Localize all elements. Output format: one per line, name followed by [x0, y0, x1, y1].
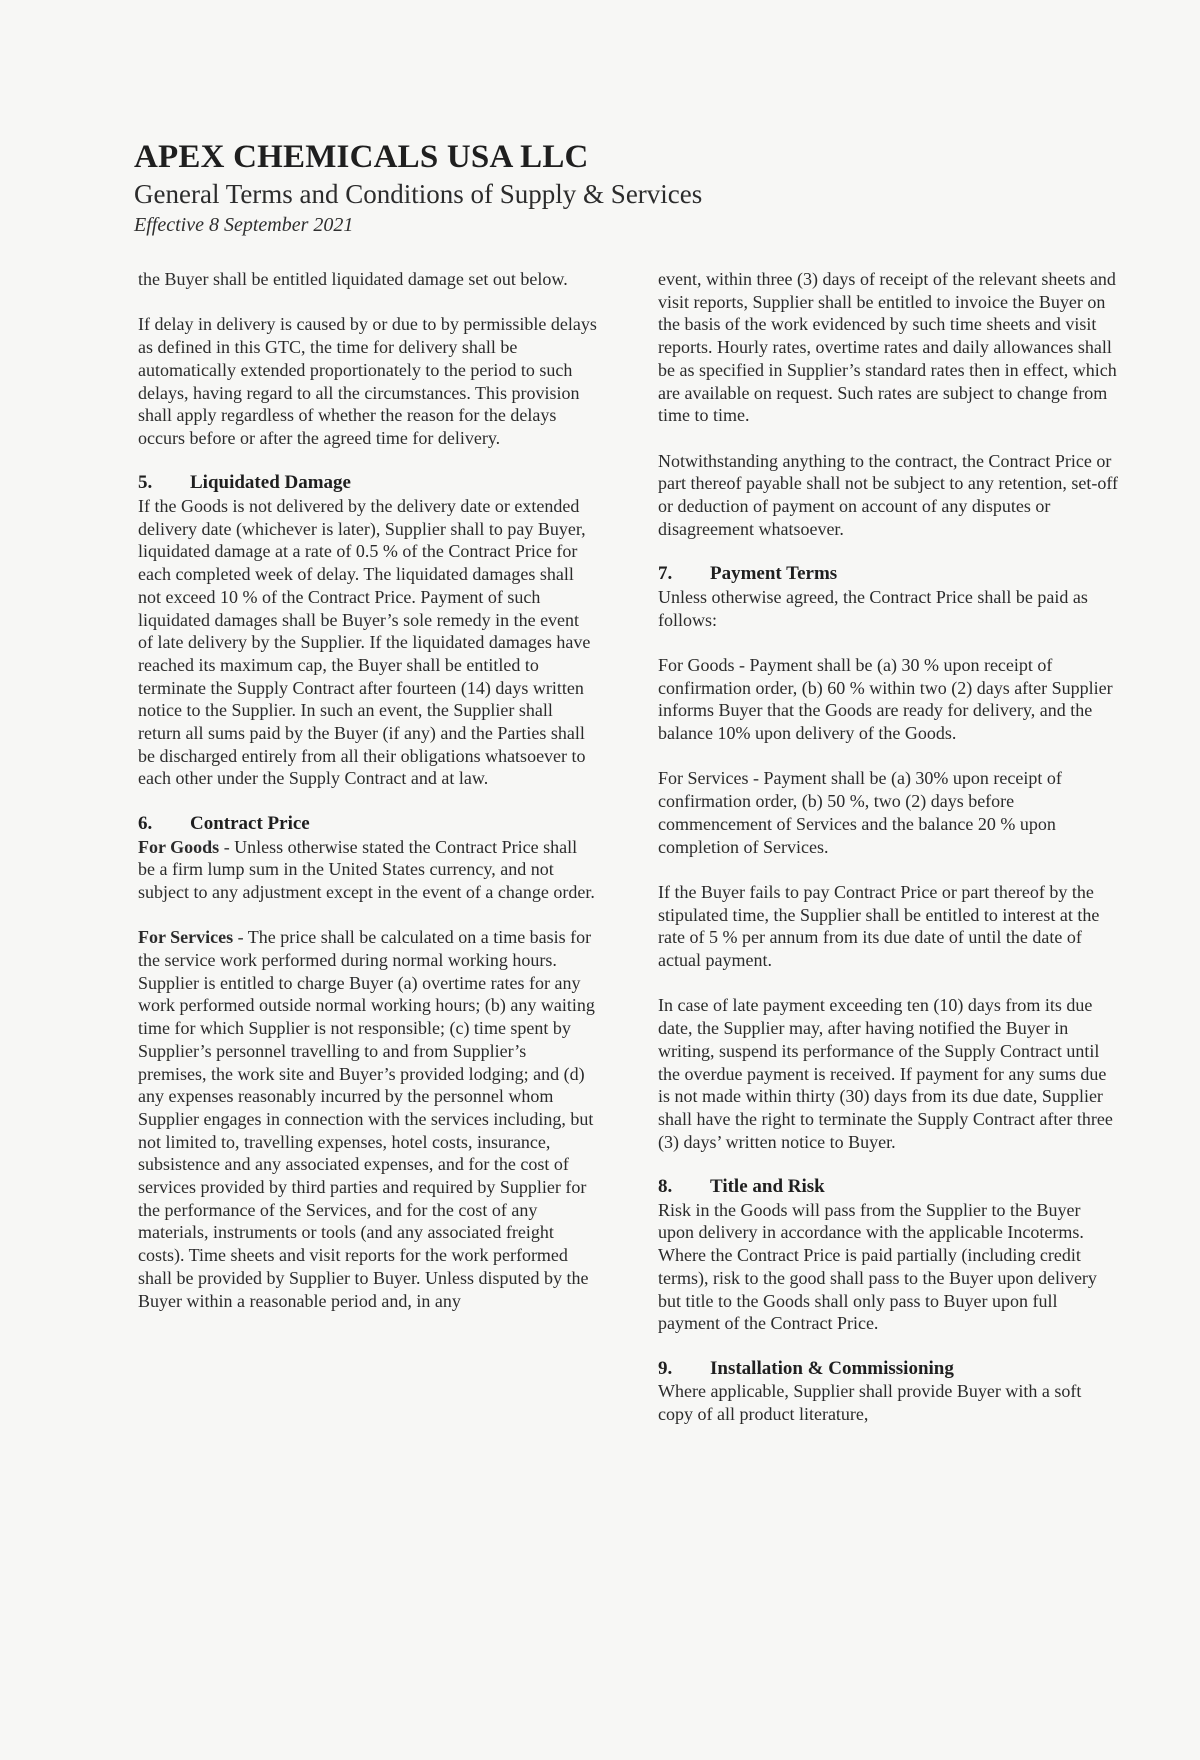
paragraph-for-goods	[138, 836, 598, 904]
section-title: Contract Price	[190, 812, 310, 834]
section-title: Title and Risk	[710, 1176, 825, 1198]
section-title: Payment Terms	[710, 563, 838, 585]
section-number: 8.	[658, 1176, 673, 1198]
document-header	[134, 138, 702, 238]
section-heading-installation	[658, 1358, 1118, 1381]
paragraph: In case of late payment exceeding ten (10) days from its due date, the Supplier may, after having notified the Buyer in writing, suspend its performance of the Supply Contract until the overdue payment is received. If payment for any sums due is not made within thirty (30) days from its due date, Supplier shall have the right to terminate the Supply Contract after three (3) days’ written notice to Buyer.	[658, 995, 1113, 1152]
document-title: General Terms and Conditions of Supply & Services	[134, 179, 703, 209]
paragraph: If delay in delivery is caused by or due to by permissible delays as defined in this GTC, the time for delivery shall be automatically extended proportionately to the period to such delays, having regard to all the circumstances. This provision shall apply regardless of whether the reason for the delays occurs before or after the agreed time for delivery.	[138, 314, 597, 448]
section-heading-payment-terms	[658, 563, 1118, 586]
section-number: 9.	[658, 1357, 673, 1379]
section-number: 5.	[138, 472, 153, 494]
lead-label: For Services	[138, 927, 234, 948]
paragraph: the Buyer shall be entitled liquidated damage set out below.	[138, 269, 568, 289]
effective-date: Effective 8 September 2021	[134, 214, 354, 236]
section-title: Liquidated Damage	[190, 472, 351, 494]
right-column	[658, 268, 1118, 1426]
paragraph-text: - Unless otherwise stated the Contract Price shall be a firm lump sum in the United States currency, and not subject to any adjustment except in the event of a change order.	[138, 836, 595, 902]
paragraph-for-services	[138, 926, 598, 1312]
paragraph: Where applicable, Supplier shall provide Buyer with a soft copy of all product literature,	[658, 1381, 1082, 1425]
company-name: APEX CHEMICALS USA LLC	[134, 139, 589, 175]
section-number: 7.	[658, 563, 673, 585]
paragraph: Risk in the Goods will pass from the Supplier to the Buyer upon delivery in accordance with the applicable Incoterms. Where the Contract Price is paid partially (including credit terms), risk to the good shall pass to the Buyer upon delivery but title to the Goods shall only pass to Buyer upon full payment of the Contract Price.	[658, 1199, 1097, 1334]
section-number: 6.	[138, 812, 153, 834]
paragraph: If the Buyer fails to pay Contract Price or part thereof by the stipulated time, the Supplier shall be entitled to interest at the rate of 5 % per annum from its due date of until the date of actual payment.	[658, 881, 1100, 971]
paragraph: Notwithstanding anything to the contract, the Contract Price or part thereof payable shall not be subject to any retention, set-off or deduction of payment on account of any disputes or disagreement whatsoever.	[658, 450, 1119, 539]
section-heading-title-and-risk	[658, 1176, 1118, 1199]
paragraph: For Goods - Payment shall be (a) 30 % upon receipt of confirmation order, (b) 60 % within two (2) days after Supplier informs Buyer that the Goods are ready for delivery, and the balance 10% upon delivery of the Goods.	[658, 654, 1113, 744]
paragraph: Unless otherwise agreed, the Contract Price shall be paid as follows:	[658, 586, 1088, 630]
paragraph: For Services - Payment shall be (a) 30% upon receipt of confirmation order, (b) 50 %, two (2) days before commencement of Services and the balance 20 % upon completion of Services.	[658, 768, 1062, 857]
paragraph: If the Goods is not delivered by the delivery date or extended delivery date (whichever is later), Supplier shall to pay Buyer, liquidated damage at a rate of 0.5 % of the Contract Price for each completed week of delay. The liquidated damages shall not exceed 10 % of the Contract Price. Payment of such liquidated damages shall be Buyer’s sole remedy in the event of late delivery by the Supplier. If the liquidated damages have reached its maximum cap, the Buyer shall be entitled to terminate the Supply Contract after fourteen (14) days written notice to the Supplier. In such an event, the Supplier shall return all sums paid by the Buyer (if any) and the Parties shall be discharged entirely from all their obligations whatsoever to each other under the Supply Contract and at law.	[138, 496, 591, 789]
section-title: Installation & Commissioning	[710, 1357, 954, 1379]
section-heading-contract-price	[138, 813, 598, 836]
left-column	[138, 268, 598, 1312]
paragraph: event, within three (3) days of receipt of the relevant sheets and visit reports, Supplier shall be entitled to invoice the Buyer on the basis of the work evidenced by such time sheets and visit reports. Hourly rates, overtime rates and daily allowances shall be as specified in Supplier’s standard rates then in effect, which are available on request. Such rates are subject to change from time to time.	[658, 269, 1117, 426]
lead-label: For Goods	[138, 836, 220, 857]
section-heading-liquidated-damage	[138, 472, 598, 495]
paragraph-text: - The price shall be calculated on a time basis for the service work performed during normal working hours. Supplier is entitled to charge Buyer (a) overtime rates for any work performed outside normal working hours; (b) any waiting time for which Supplier is not responsible; (c) time spent by Supplier’s personnel travelling to and from Supplier’s premises, the work site and Buyer’s provided lodging; and (d) any expenses reasonably incurred by the personnel whom Supplier engages in connection with the services including, but not limited to, travelling expenses, hotel costs, insurance, subsistence and any associated expenses, and for the cost of services provided by third parties and required by Supplier for the performance of the Services, and for the cost of any materials, instruments or tools (and any associated freight costs). Time sheets and visit reports for the work performed shall be provided by Supplier to Buyer. Unless disputed by the Buyer within a reasonable period and, in any	[138, 927, 595, 1311]
